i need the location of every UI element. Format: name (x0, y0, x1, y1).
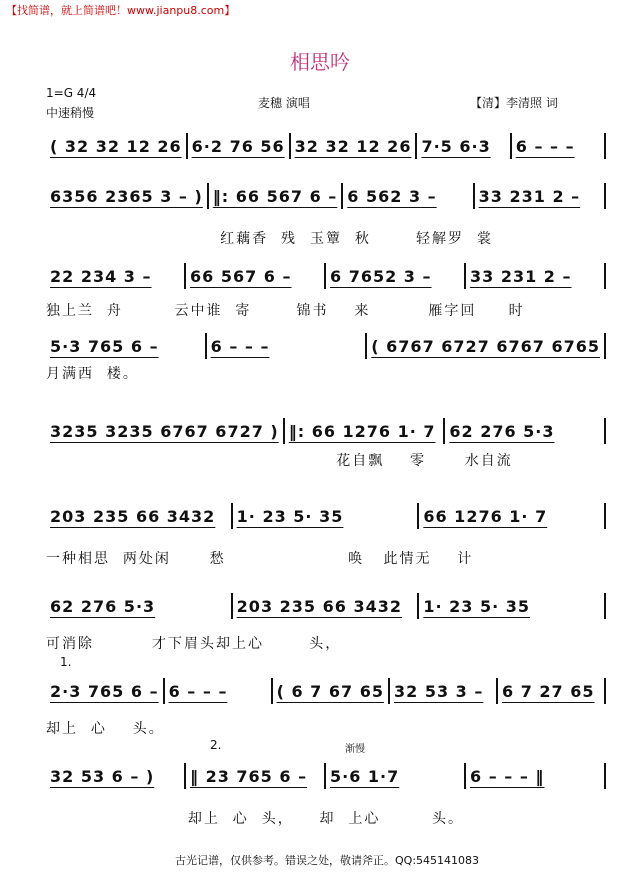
measure: ‖: 66 567 6 – (212, 186, 338, 206)
staff-row (46, 593, 606, 619)
lyrics-line: 独上兰 舟 云中谁 寄 锦书 来 雁字回 时 (46, 303, 525, 319)
measure: 1· 23 5· 35 (236, 506, 344, 526)
staff-row (46, 183, 606, 209)
lyrics-line: 却上 心 头， 却 上心 头。 (46, 811, 465, 827)
measure: 66 567 6 – (190, 266, 292, 286)
measure: 32 32 12 26 (294, 136, 412, 156)
measure: 62 276 5·3 (449, 421, 555, 441)
watermark: 【找简谱，就上简谱吧！www.jianpu8.com】 (6, 4, 236, 17)
measure: 6 562 3 – (347, 186, 437, 206)
staff-row (46, 678, 606, 704)
lyrics-line: 可消除 才下眉头却上心 头， (46, 636, 342, 652)
measure: 6·2 76 56 (191, 136, 285, 156)
bar-line (604, 333, 606, 359)
song-title: 相思吟 (290, 50, 350, 74)
bar-line (604, 263, 606, 289)
lyrics-line: 红藕香 残 玉簟 秋 轻解罗 裳 (46, 231, 493, 247)
lyricist: 【清】李清照 词 (470, 96, 558, 110)
measure: ( 6 7 67 65 (276, 681, 384, 701)
bar-line (604, 593, 606, 619)
measure: ‖ 23 765 6 – (190, 766, 308, 786)
measure: 7·5 6·3 (421, 136, 491, 156)
bar-line (604, 678, 606, 704)
measure: 5·6 1·7 (330, 766, 400, 786)
measure: 6 7652 3 – (330, 266, 432, 286)
staff-row (46, 263, 606, 289)
tempo-mark: 渐慢 (345, 744, 365, 755)
bar-line (604, 183, 606, 209)
measure: ( 32 32 12 26 (50, 136, 182, 156)
bar-line (604, 503, 606, 529)
key-signature: 1=G 4/4 (46, 86, 97, 100)
measure: 6 – – – ‖ (470, 766, 545, 786)
measure: 6 – – – (210, 336, 270, 356)
measure: 33 231 2 – (478, 186, 581, 206)
lyrics-line: 一种相思 两处闲 愁 唤 此情无 计 (46, 551, 474, 567)
staff-row (46, 763, 606, 789)
measure: 66 1276 1· 7 (423, 506, 548, 526)
measure: 62 276 5·3 (50, 596, 156, 616)
staff-row (46, 133, 606, 159)
bar-line (604, 763, 606, 789)
lyrics-line: 却上 心 头。 (46, 721, 165, 737)
footer-note: 古光记谱，仅供参考。错误之处，敬请斧正。QQ:545141083 (175, 854, 480, 867)
measure: 32 53 3 – (393, 681, 484, 701)
singer: 麦穗 演唱 (258, 96, 310, 110)
staff-row (46, 418, 606, 444)
measure: 32 53 6 – ) (50, 766, 155, 786)
measure: 203 235 66 3432 (50, 506, 216, 526)
measure: 1· 23 5· 35 (423, 596, 531, 616)
measure: 33 231 2 – (470, 266, 572, 286)
volta-1: 1. (60, 655, 72, 669)
lyrics-line: 月满西 楼。 (46, 366, 139, 382)
measure: 6 7 27 65 (501, 681, 595, 701)
bar-line (604, 418, 606, 444)
measure: 22 234 3 – (50, 266, 152, 286)
measure: 5·3 765 6 – (50, 336, 159, 356)
tempo: 中速稍慢 (46, 106, 95, 120)
measure: ‖: 66 1276 1· 7 (288, 421, 436, 441)
measure: 2·3 765 6 – (50, 681, 159, 701)
staff-row (46, 503, 606, 529)
measure: 6 – – – (515, 136, 575, 156)
measure: 6 – – – (168, 681, 228, 701)
measure: 3235 3235 6767 6727 ) (50, 421, 279, 441)
staff-row (46, 333, 606, 359)
volta-2: 2. (210, 738, 222, 752)
measure: ( 6767 6727 6767 6765 (371, 336, 600, 356)
measure: 203 235 66 3432 (236, 596, 402, 616)
bar-line (604, 133, 606, 159)
measure: 6356 2365 3 – ) (50, 186, 203, 206)
lyrics-line: 花自飘 零 水自流 (46, 453, 513, 469)
